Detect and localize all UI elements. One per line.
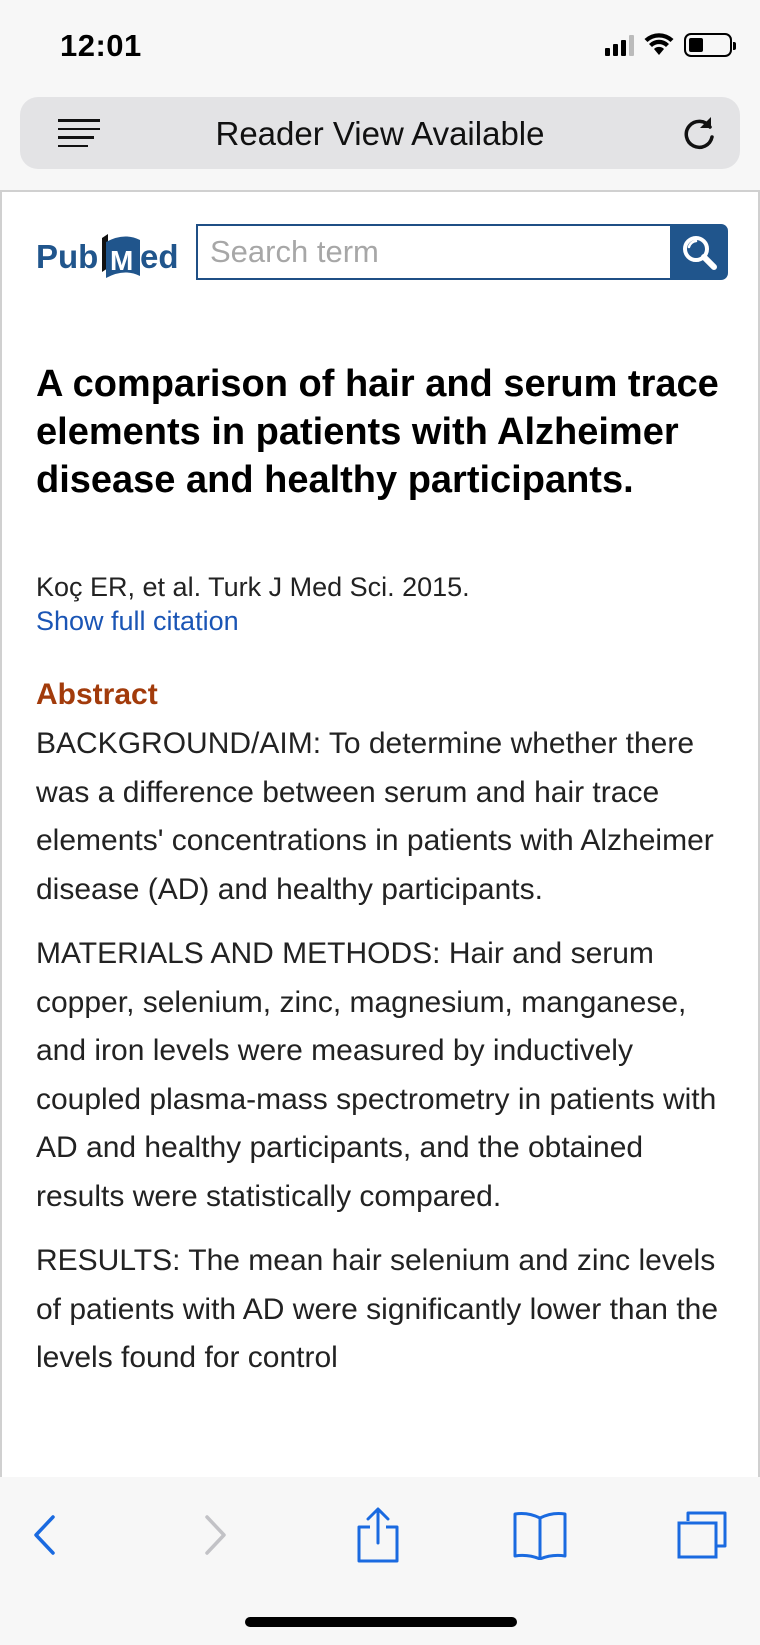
bookmarks-button[interactable] [512,1507,568,1563]
svg-text:ed: ed [140,238,179,275]
status-bar [0,0,760,90]
citation-text: Koç ER, et al. Turk J Med Sci. 2015. [36,572,470,602]
search-button[interactable] [670,224,728,280]
forward-icon [203,1513,229,1557]
search-input[interactable] [198,226,670,278]
battery-icon [684,33,732,57]
pubmed-logo[interactable] [36,228,188,280]
bottom-toolbar [0,1477,760,1645]
cellular-signal-icon [605,34,634,56]
search-box[interactable] [196,224,670,280]
svg-text:M: M [110,245,134,276]
address-bar[interactable] [20,97,740,169]
pubmed-header [36,224,728,282]
reload-icon[interactable] [680,115,718,153]
home-indicator[interactable] [245,1617,517,1627]
bookmarks-icon [512,1510,568,1560]
back-icon [31,1513,57,1557]
abstract-body [36,720,726,1399]
tabs-icon [676,1510,728,1560]
svg-text:Pub: Pub [36,238,99,275]
article-title: A comparison of hair and serum trace elements in patients with Alzheimer disease and healthy participants. [36,363,719,501]
magnifier-icon [680,233,718,271]
abstract-heading: Abstract [36,678,158,711]
tabs-button[interactable] [676,1507,728,1563]
back-button[interactable] [24,1507,64,1563]
forward-button[interactable] [196,1507,236,1563]
share-button[interactable] [356,1507,400,1563]
status-icons [605,33,732,57]
show-full-citation-link[interactable]: Show full citation [36,606,239,636]
share-icon [356,1507,400,1563]
wifi-icon [644,33,674,57]
abstract-background: BACKGROUND/AIM: To determine whether there was a difference between serum and hair trace elements' concentrations in patients with Alzheimer disease (AD) and healthy participants. [36,727,714,906]
address-bar-title[interactable]: Reader View Available [215,115,545,152]
web-page-content [0,190,760,1477]
status-time: 12:01 [60,28,142,63]
abstract-methods: MATERIALS AND METHODS: Hair and serum copper, selenium, zinc, magnesium, manganese, and iron levels were measured by inductively coupled plasma-mass spectrometry in patients with AD and healthy participants, and the obtained results were statistically compared. [36,937,717,1213]
abstract-results: RESULTS: The mean hair selenium and zinc levels of patients with AD were significantly lower than the levels found for control [36,1244,719,1374]
